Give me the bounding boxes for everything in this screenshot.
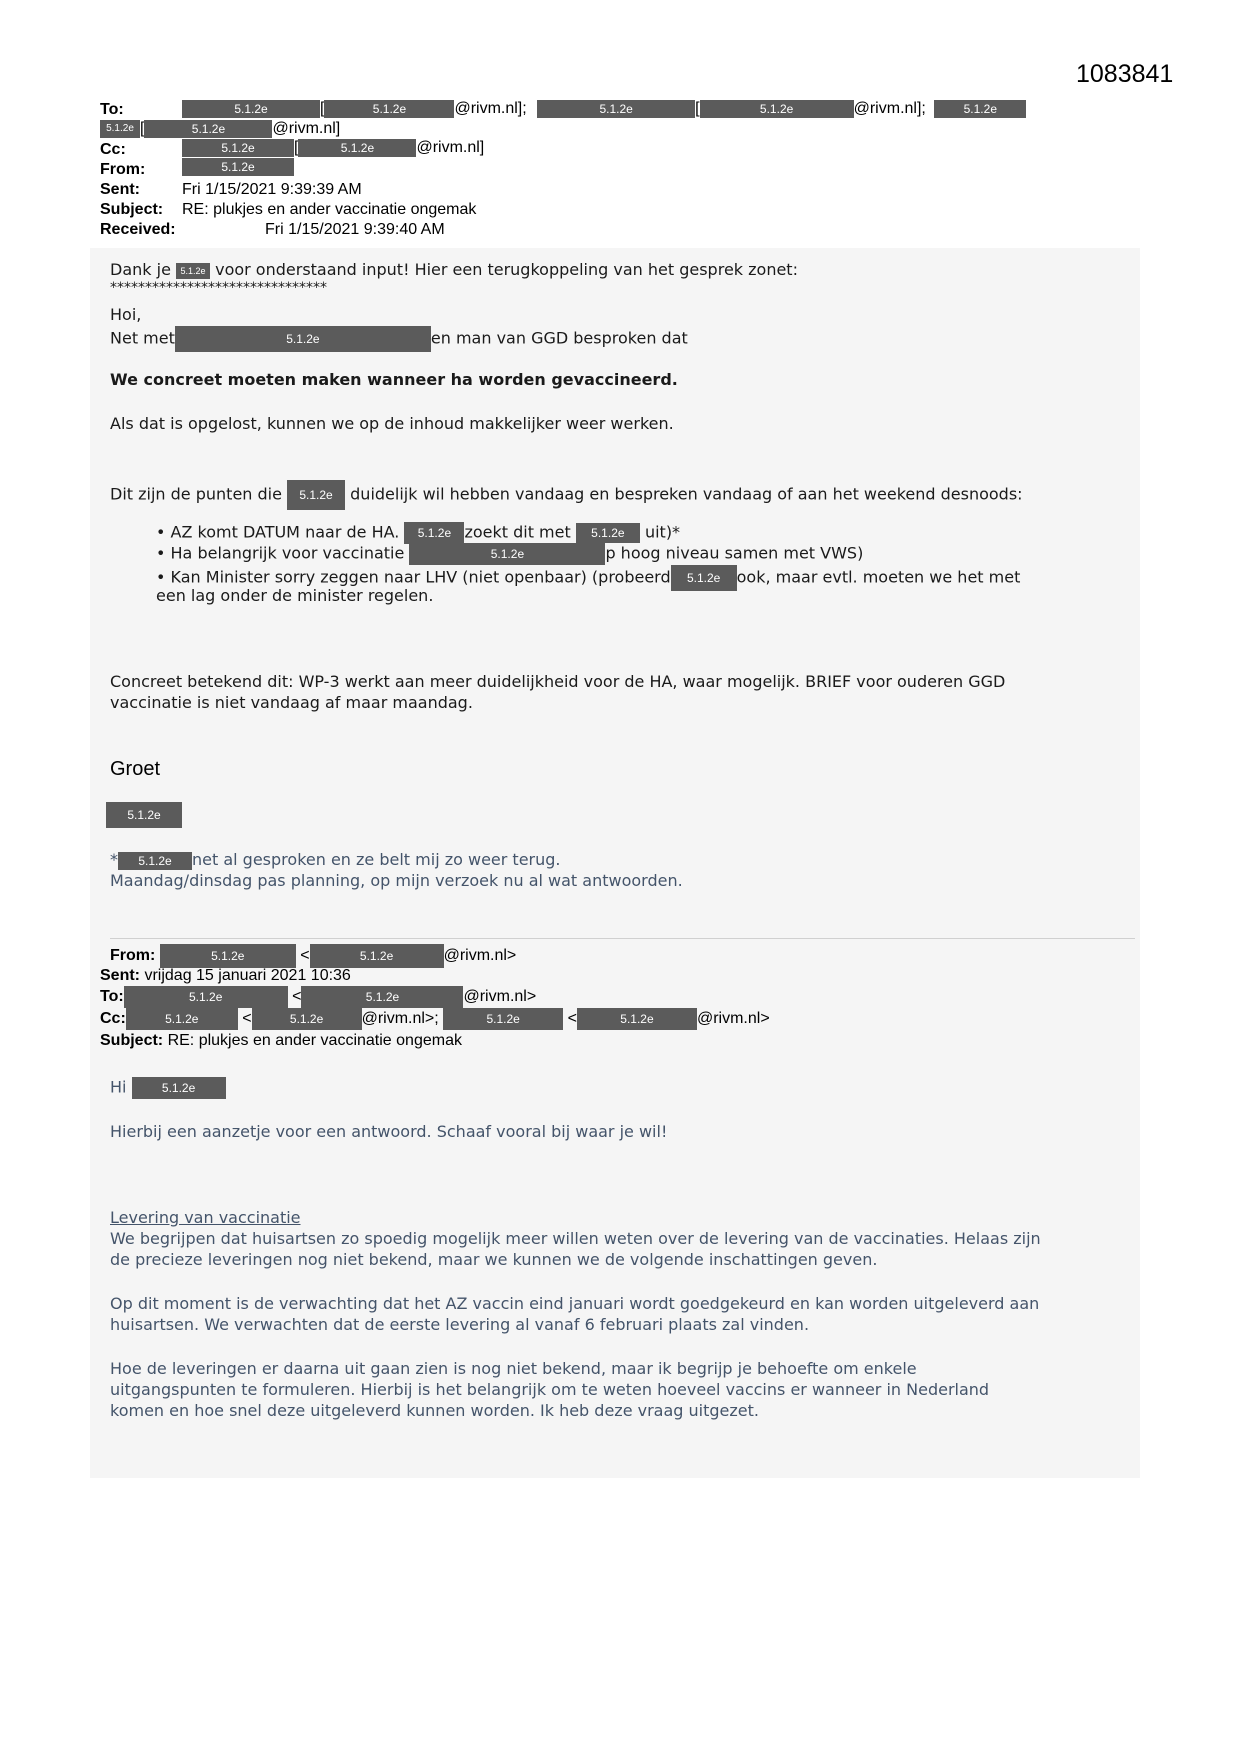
redaction: 5.1.2e bbox=[324, 100, 454, 118]
to-label: To: bbox=[100, 101, 124, 118]
paragraph-3-line-3: komen en hoe snel deze uitgeleverd kunnen worden. Ik heb deze vraag uitgezet. bbox=[110, 1401, 759, 1420]
redaction: 5.1.2e bbox=[301, 986, 463, 1008]
to-recipients-continued: 5.1.2e [ 5.1.2e @rivm.nl] bbox=[100, 119, 340, 139]
hi-line: Hi 5.1.2e bbox=[110, 1077, 226, 1099]
concreet-line-2: vaccinatie is niet vandaag af maar maandag. bbox=[110, 693, 473, 712]
from-line: From: 5.1.2e < 5.1.2e @rivm.nl> bbox=[110, 944, 516, 968]
redaction: 5.1.2e bbox=[577, 1008, 697, 1030]
received-value: Fri 1/15/2021 9:39:40 AM bbox=[265, 221, 445, 238]
redaction: 5.1.2e bbox=[310, 944, 444, 968]
bullet-3-continued: een lag onder de minister regelen. bbox=[156, 586, 434, 605]
levering-heading: Levering van vaccinatie bbox=[110, 1208, 301, 1227]
redaction: 5.1.2e bbox=[443, 1008, 563, 1030]
sent-value: Fri 1/15/2021 9:39:39 AM bbox=[182, 181, 362, 198]
redaction: 5.1.2e bbox=[182, 158, 294, 176]
redaction: 5.1.2e bbox=[671, 565, 737, 591]
redaction: 5.1.2e bbox=[252, 1008, 362, 1030]
sign-off: Groet bbox=[110, 758, 161, 780]
redaction: 5.1.2e bbox=[576, 523, 640, 543]
document-number: 1083841 bbox=[1076, 60, 1174, 88]
paragraph-1-line-1: We begrijpen dat huisartsen zo spoedig mogelijk meer willen weten over de levering van de vaccinaties. Helaas zijn bbox=[110, 1229, 1041, 1248]
bullet-1: • AZ komt DATUM naar de HA. 5.1.2e zoekt dit met 5.1.2e uit)* bbox=[156, 522, 680, 544]
sent-line: Sent: vrijdag 15 januari 2021 10:36 bbox=[100, 967, 351, 984]
redaction: 5.1.2e bbox=[934, 100, 1026, 118]
stars-separator: ******************************* bbox=[110, 280, 327, 296]
redaction: 5.1.2e bbox=[287, 480, 345, 510]
redaction: 5.1.2e bbox=[298, 139, 416, 157]
redaction: 5.1.2e bbox=[100, 120, 140, 138]
paragraph-2-line-1: Op dit moment is de verwachting dat het AZ vaccin eind januari wordt goedgekeurd en kan worden uitgeleverd aan bbox=[110, 1294, 1040, 1313]
redaction: 5.1.2e bbox=[144, 120, 272, 138]
paragraph-1-line-2: de precieze leveringen nog niet bekend, maar we kunnen we de volgende inschattingen geven. bbox=[110, 1250, 878, 1269]
signature bbox=[106, 802, 182, 828]
redaction: 5.1.2e bbox=[118, 852, 192, 870]
cc-line: Cc: 5.1.2e < 5.1.2e @rivm.nl>; 5.1.2e < 5.1.2e @rivm.nl> bbox=[100, 1008, 770, 1030]
redaction: 5.1.2e bbox=[182, 139, 294, 157]
paragraph-3-line-1: Hoe de leveringen er daarna uit gaan zien is nog niet bekend, maar ik begrijp je behoefte om enkele bbox=[110, 1359, 917, 1378]
received-label: Received: bbox=[100, 221, 176, 238]
subject-label: Subject: bbox=[100, 201, 164, 218]
redaction: 5.1.2e bbox=[182, 100, 320, 118]
to-recipients: 5.1.2e [ 5.1.2e @rivm.nl]; 5.1.2e [ 5.1.2e @rivm.nl]; 5.1.2e bbox=[182, 99, 1026, 119]
bullet-2: • Ha belangrijk voor vaccinatie 5.1.2e p hoog niveau samen met VWS) bbox=[156, 543, 863, 565]
subject-value: RE: plukjes en ander vaccinatie ongemak bbox=[182, 201, 477, 218]
redaction: 5.1.2e bbox=[700, 100, 854, 118]
paragraph-2-line-2: huisartsen. We verwachten dat de eerste levering al vanaf 6 februari plaats zal vinden. bbox=[110, 1315, 810, 1334]
paragraph-3-line-2: uitgangspunten te formuleren. Hierbij is het belangrijk om te weten hoeveel vaccins er wanneer in Nederland bbox=[110, 1380, 990, 1399]
redaction: 5.1.2e bbox=[126, 1008, 238, 1030]
aanzetje-line: Hierbij een aanzetje voor een antwoord. Schaaf vooral bij waar je wil! bbox=[110, 1122, 668, 1141]
redaction: 5.1.2e bbox=[537, 100, 695, 118]
cc-recipients: 5.1.2e [ 5.1.2e @rivm.nl] bbox=[182, 138, 484, 158]
sent-label: Sent: bbox=[100, 181, 140, 198]
redaction: 5.1.2e bbox=[160, 944, 296, 968]
punten-line: Dit zijn de punten die 5.1.2e duidelijk wil hebben vandaag en bespreken vandaag of aan het weekend desnoods: bbox=[110, 480, 1023, 510]
cc-label: Cc: bbox=[100, 141, 126, 158]
divider bbox=[110, 938, 1135, 939]
concreet-line-1: Concreet betekend dit: WP-3 werkt aan meer duidelijkheid voor de HA, waar mogelijk. BRIEF voor ouderen GGD bbox=[110, 672, 1006, 691]
from-value bbox=[182, 158, 294, 176]
subject-line: Subject: RE: plukjes en ander vaccinatie ongemak bbox=[100, 1032, 462, 1049]
redaction: 5.1.2e bbox=[106, 802, 182, 828]
to-line: To: 5.1.2e < 5.1.2e @rivm.nl> bbox=[100, 986, 536, 1008]
redaction: 5.1.2e bbox=[132, 1077, 226, 1099]
redaction: 5.1.2e bbox=[404, 522, 464, 544]
bullet-3: • Kan Minister sorry zeggen naar LHV (niet openbaar) (probeerd 5.1.2e ook, maar evtl. moeten we het met bbox=[156, 565, 1020, 591]
bold-statement: We concreet moeten maken wanneer ha worden gevaccineerd. bbox=[110, 370, 678, 389]
footnote-line-1: * 5.1.2e net al gesproken en ze belt mij zo weer terug. bbox=[110, 850, 561, 869]
redaction: 5.1.2e bbox=[175, 326, 431, 352]
greeting: Hoi, bbox=[110, 305, 142, 324]
intro-line: Dank je 5.1.2e voor onderstaand input! Hier een terugkoppeling van het gesprek zonet: bbox=[110, 260, 798, 279]
redaction: 5.1.2e bbox=[409, 543, 605, 565]
redaction: 5.1.2e bbox=[124, 986, 288, 1008]
footnote-line-2: Maandag/dinsdag pas planning, op mijn verzoek nu al wat antwoorden. bbox=[110, 871, 683, 890]
opgelost-line: Als dat is opgelost, kunnen we op de inhoud makkelijker weer werken. bbox=[110, 414, 674, 433]
from-label: From: bbox=[100, 161, 146, 178]
net-met-line: Net met 5.1.2e en man van GGD besproken dat bbox=[110, 326, 688, 352]
redaction: 5.1.2e bbox=[176, 263, 210, 279]
